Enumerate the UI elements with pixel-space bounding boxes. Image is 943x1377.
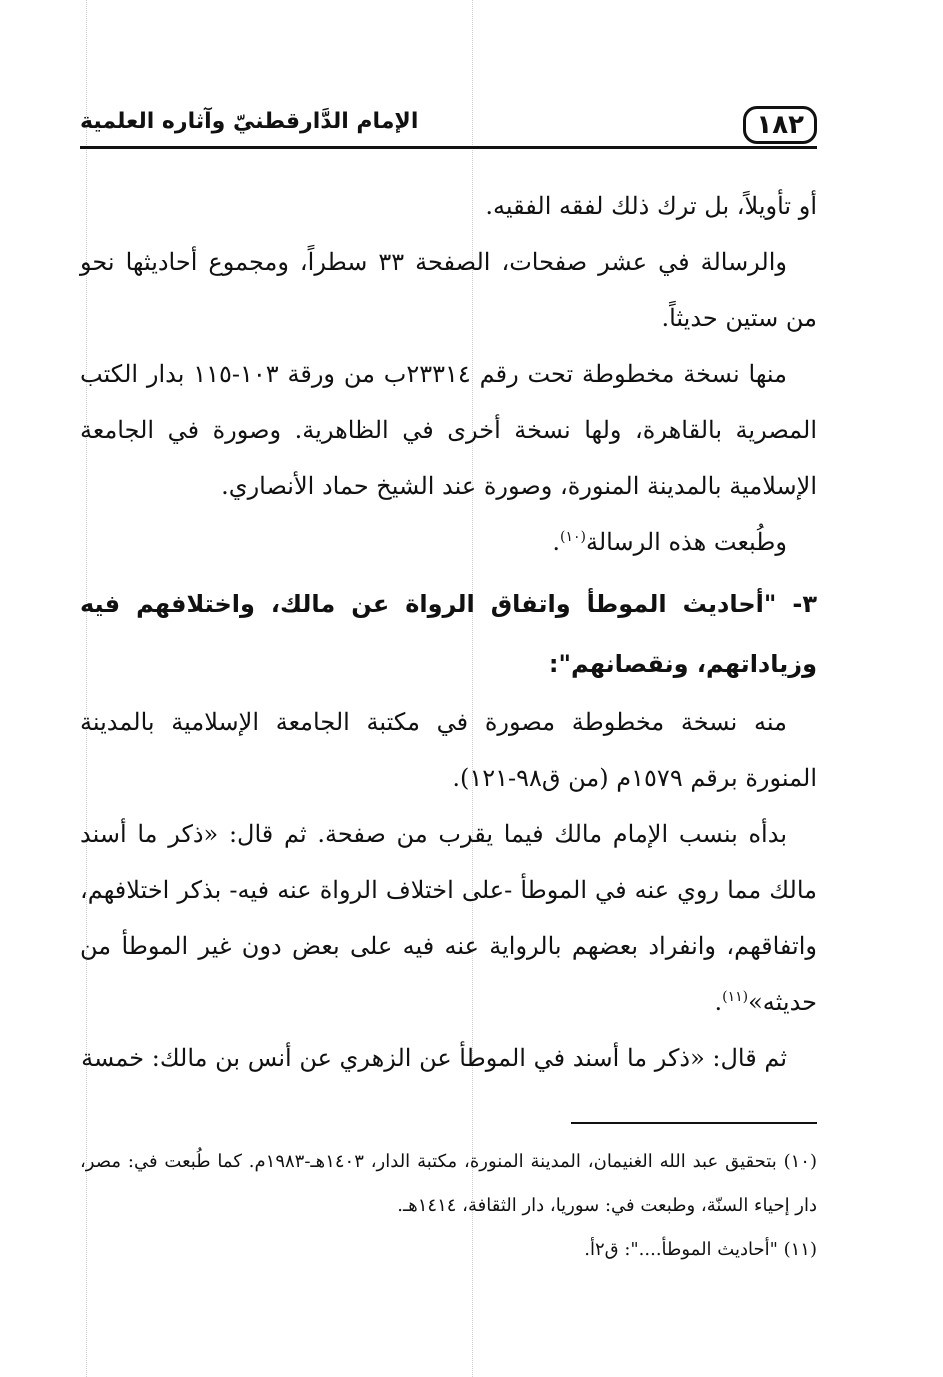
paragraph: ثم قال: «ذكر ما أسند في الموطأ عن الزهري عن أنس بن مالك: خمسة [81,1044,787,1072]
paragraph-text: وطُبعت هذه الرسالة [586,528,787,556]
paragraph-end: . [552,528,561,556]
paragraph: والرسالة في عشر صفحات، الصفحة ٣٣ سطراً، ومجموع أحاديثها نحو من ستين حديثاً. [80,248,817,332]
footnote-10: (١٠) بتحقيق عبد الله الغنيمان، المدينة المنورة، مكتبة الدار، ١٤٠٣هـ-١٩٨٣م. كما طُبعت في: مصر، دار إحياء السنّة، وطبعت في: سوريا، دار الثقافة، ١٤١٤هـ. [80,1151,818,1216]
page-header [80,102,817,146]
footnote-separator [571,1122,817,1124]
paragraph [80,514,817,570]
section-heading: ٣- "أحاديث الموطأ واتفاق الرواة عن مالك، واختلافهم فيه وزياداتهم، ونقصانهم": [80,590,817,678]
footnotes [80,1140,817,1272]
page-number: ١٨٢ [743,106,817,144]
running-title: الإمام الدَّارقطنيّ وآثاره العلمية [80,109,419,134]
paragraph: أو تأويلاً، بل ترك ذلك لفقه الفقيه. [485,192,817,220]
paragraph: منه نسخة مخطوطة مصورة في مكتبة الجامعة الإسلامية بالمدينة المنورة برقم ١٥٧٩م (من ق٩٨-١٢١). [80,708,817,792]
paragraph: منها نسخة مخطوطة تحت رقم ٢٣٣١٤ب من ورقة ١٠٣-١١٥ بدار الكتب المصرية بالقاهرة، ولها نسخة أخرى في الظاهرية. وصورة في الجامعة الإسلامية بالمدينة المنورة، وصورة عند الشيخ حماد الأنصاري. [80,360,817,500]
paragraph-end: . [714,988,723,1016]
body-text [80,178,817,1086]
paragraph-text: بدأه بنسب الإمام مالك فيما يقرب من صفحة. ثم قال: «ذكر ما أسند مالك مما روي عنه في الموطأ -على اختلاف الرواة عنه فيه- بذكر اختلافهم، واتفاقهم، وانفراد بعضهم بالرواية عنه فيه على بعض دون غير الموطأ من حديثه» [80,820,817,1016]
footnote-11: (١١) "أحاديث الموطأ....": ق٢أ. [584,1239,817,1260]
paragraph [80,806,817,1030]
header-rule [80,146,817,149]
footnote-ref: (١١) [722,989,749,1005]
footnote-ref: (١٠) [560,529,586,545]
